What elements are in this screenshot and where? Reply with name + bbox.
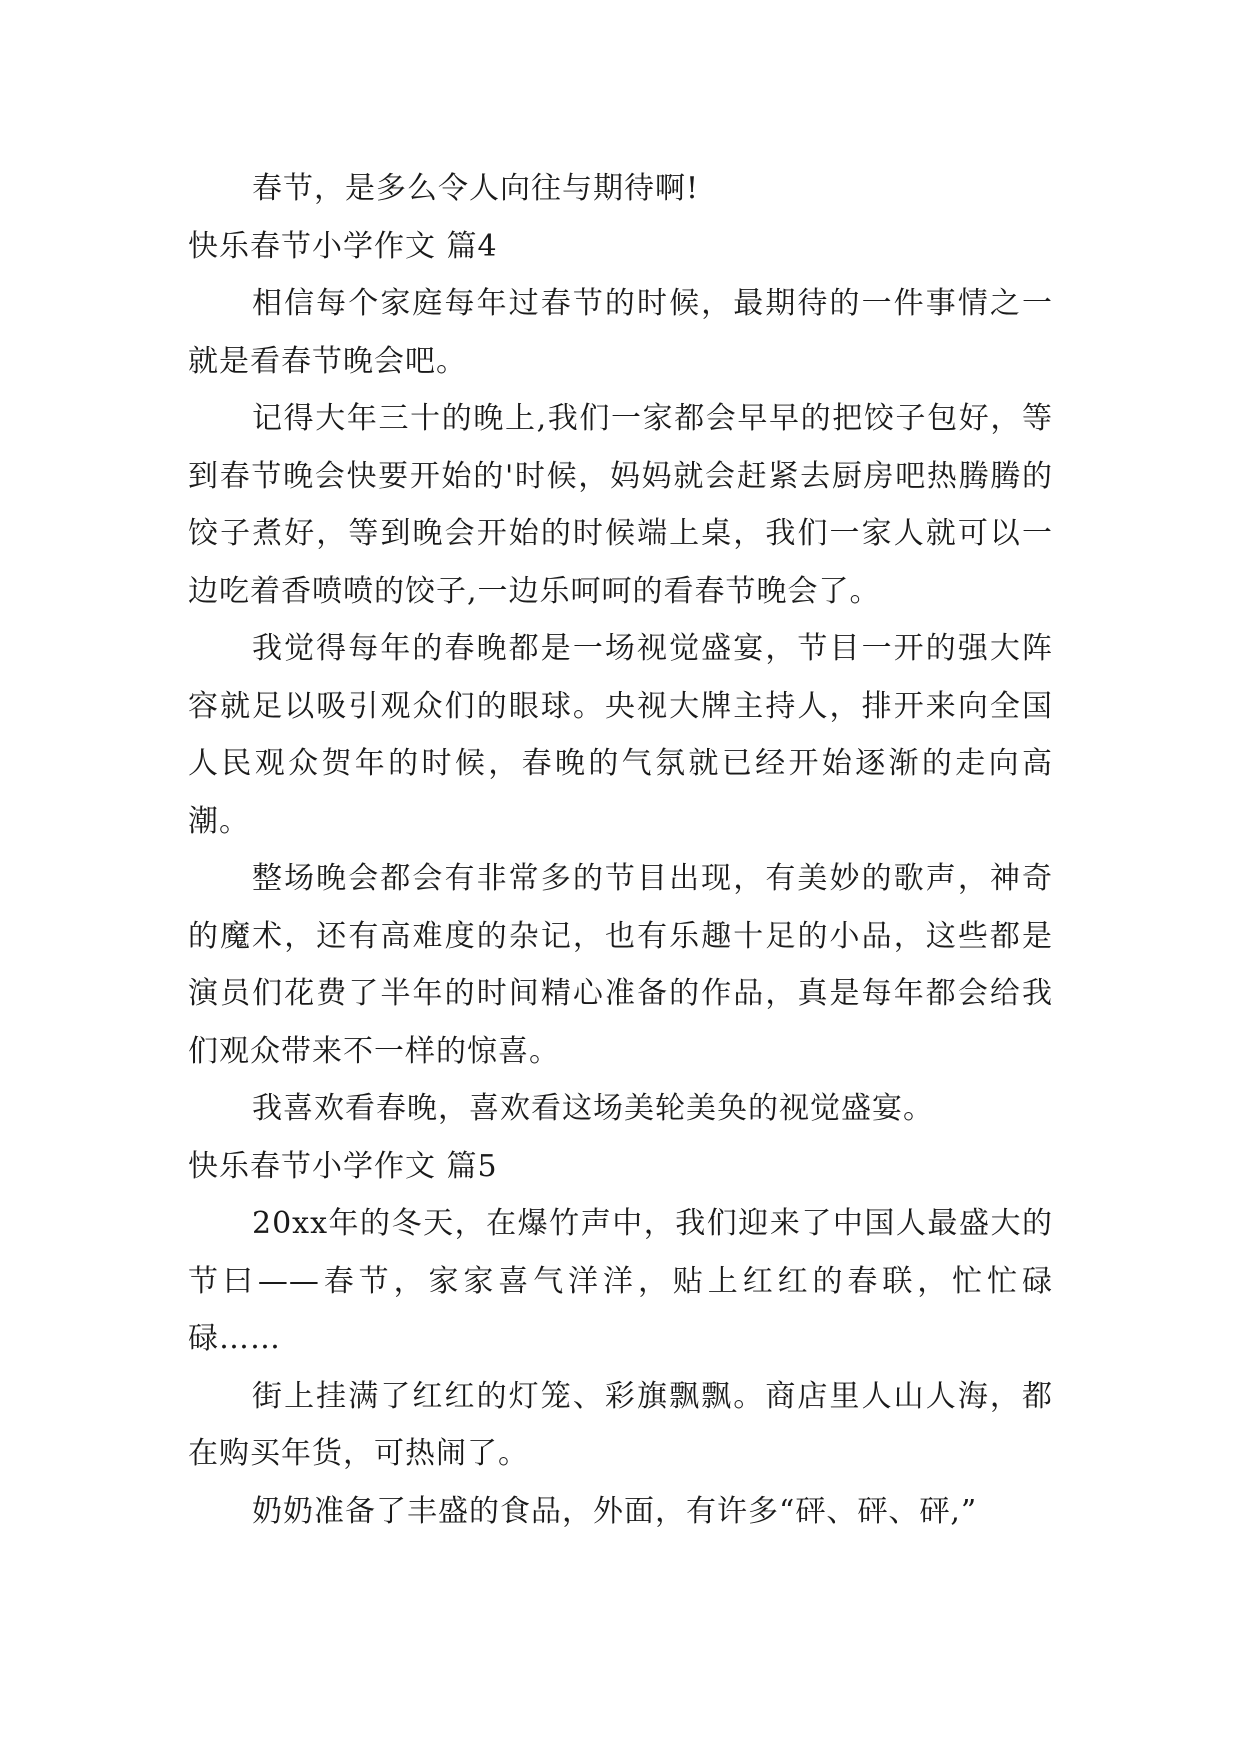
paragraph: 我觉得每年的春晚都是一场视觉盛宴，节目一开的强大阵容就足以吸引观众们的眼球。央视大牌主持人，排开来向全国人民观众贺年的时候，春晚的气氛就已经开始逐渐的走向高潮。 [188,631,1053,839]
paragraph: 春节，是多么令人向往与期待啊! [252,171,700,206]
paragraph: 整场晚会都会有非常多的节目出现，有美妙的歌声，神奇的魔术，还有高难度的杂记，也有乐趣十足的小品，这些都是演员们花费了半年的时间精心准备的作品，真是每年都会给我们观众带来不一样的惊喜。 [188,861,1053,1069]
paragraph: 记得大年三十的晚上,我们一家都会早早的把饺子包好，等到春节晚会快要开始的'时候，妈妈就会赶紧去厨房吧热腾腾的饺子煮好，等到晚会开始的时候端上桌，我们一家人就可以一边吃着香喷喷的饺子,一边乐呵呵的看春节晚会了。 [188,401,1053,609]
paragraph: 街上挂满了红红的灯笼、彩旗飘飘。商店里人山人海，都在购买年货，可热闹了。 [188,1378,1053,1471]
section-heading: 快乐春节小学作文 篇4 [188,228,498,264]
document-body [188,160,1053,1540]
paragraph: 奶奶准备了丰盛的食品，外面，有许多“砰、砰、砰,” [252,1493,978,1529]
paragraph: 相信每个家庭每年过春节的时候，最期待的一件事情之一就是看春节晚会吧。 [188,286,1053,379]
paragraph: 我喜欢看春晚，喜欢看这场美轮美奂的视觉盛宴。 [252,1091,934,1126]
section-heading: 快乐春节小学作文 篇5 [188,1148,498,1184]
paragraph: 20xx年的冬天，在爆竹声中，我们迎来了中国人最盛大的节曰——春节，家家喜气洋洋，贴上红红的春联，忙忙碌碌…… [188,1206,1053,1356]
